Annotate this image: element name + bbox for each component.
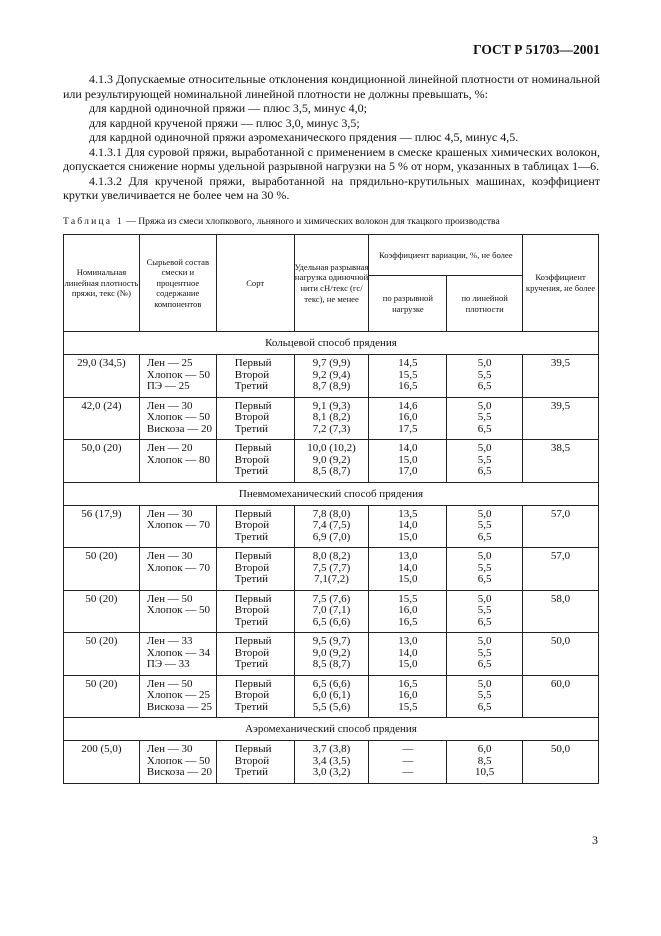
cell-var-load-line: 16,5 — [398, 615, 418, 628]
cell-var-density — [447, 397, 523, 440]
cell-composition — [139, 633, 216, 676]
cell-load-line: 9,7 (9,9) — [312, 357, 351, 369]
cell-var-load-line: 16,0 — [398, 411, 418, 423]
cell-var-load-line: 17,5 — [398, 422, 418, 435]
cell-composition-line: Лен — 30 — [146, 550, 193, 562]
cell-composition — [139, 675, 216, 718]
cell-twist-value: 60,0 — [550, 677, 571, 690]
cell-composition-line: Хлопок — 50 — [146, 411, 211, 423]
cell-var-density — [447, 548, 523, 591]
body-text — [63, 72, 600, 203]
cell-grade-line: Третий — [234, 380, 268, 392]
table-row — [64, 741, 599, 784]
cell-density-value: 50 (20) — [85, 635, 118, 647]
section-row — [64, 332, 599, 355]
cell-var-density-line: 5,0 — [477, 677, 492, 690]
page-number: 3 — [592, 833, 598, 847]
cell-load-line: 7,4 (7,5) — [312, 519, 351, 531]
cell-load-line: 6,5 (6,6) — [312, 677, 351, 690]
section-row — [64, 718, 599, 741]
table-row — [64, 633, 599, 676]
cell-var-load-line: 14,0 — [398, 442, 418, 454]
cell-load — [294, 675, 369, 718]
cell-twist — [523, 505, 599, 548]
cell-twist — [523, 590, 599, 633]
cell-var-density — [447, 505, 523, 548]
cell-twist — [523, 675, 599, 718]
cell-grade-line: Второй — [234, 754, 270, 767]
cell-twist-value: 38,5 — [550, 442, 571, 454]
cell-grade-line: Третий — [234, 573, 268, 585]
table-caption-text: — Пряжа из смеси хлопкового, льняного и химических волокон для ткацкого производства — [123, 216, 500, 227]
cell-var-density — [447, 633, 523, 676]
cell-composition-line: Хлопок — 80 — [146, 453, 211, 466]
cell-twist — [523, 355, 599, 398]
cell-grade-line: Второй — [234, 646, 270, 659]
cell-var-load — [369, 397, 447, 440]
cell-var-density-line: 5,5 — [477, 368, 492, 381]
cell-composition-line: Вискоза — 20 — [146, 766, 212, 778]
cell-var-density-line: 6,5 — [477, 573, 492, 585]
cell-grade-line: Второй — [234, 411, 270, 423]
cell-var-load-line: — — [402, 766, 414, 778]
cell-load-line: 7,1(7,2) — [314, 573, 349, 585]
cell-grade — [216, 355, 294, 398]
cell-grade — [216, 741, 294, 784]
cell-twist-value: 57,0 — [550, 507, 571, 520]
cell-load-line: 7,0 (7,1) — [312, 604, 351, 616]
cell-grade — [216, 675, 294, 718]
cell-twist-value: 57,0 — [550, 550, 571, 562]
cell-composition-line: ПЭ — 25 — [146, 380, 190, 392]
cell-composition-line: ПЭ — 33 — [146, 658, 190, 670]
header-variation: Коэффициент вариации, %, не более — [369, 235, 523, 276]
cell-var-density-line: 5,5 — [477, 453, 492, 466]
cell-var-load-line: 16,5 — [398, 380, 418, 392]
cell-var-load — [369, 633, 447, 676]
cell-grade — [216, 440, 294, 483]
cell-composition-line: Хлопок — 34 — [146, 646, 211, 659]
cell-grade-line: Первый — [234, 399, 272, 412]
cell-load-line: 7,5 (7,6) — [312, 592, 351, 605]
cell-var-density-line: 6,5 — [477, 530, 492, 543]
cell-var-density — [447, 440, 523, 483]
cell-load-line: 3,4 (3,5) — [312, 754, 351, 767]
cell-var-load-line: 15,0 — [398, 530, 418, 543]
table-row — [64, 590, 599, 633]
cell-var-load-line: 15,0 — [398, 573, 418, 585]
cell-var-density-line: 10,5 — [475, 766, 495, 778]
cell-var-density — [447, 590, 523, 633]
cell-load-line: 10,0 (10,2) — [307, 442, 356, 454]
paragraph-4-1-3: 4.1.3 Допускаемые относительные отклонения кондиционной линейной плотности от номинальной или результирующей номинальной линейной плотности не должны превышать, %: — [63, 72, 600, 101]
cell-grade-line: Первый — [234, 357, 272, 369]
cell-density — [64, 355, 140, 398]
cell-var-load-line: 15,5 — [398, 700, 418, 713]
cell-grade-line: Второй — [234, 561, 270, 574]
cell-grade-line: Второй — [234, 519, 270, 531]
cell-density-value: 50 (20) — [85, 677, 118, 690]
cell-twist — [523, 440, 599, 483]
cell-density-value: 56 (17,9) — [81, 507, 122, 520]
cell-load-line: 9,2 (9,4) — [312, 368, 351, 381]
cell-var-density-line: 5,5 — [477, 411, 492, 423]
table-row — [64, 505, 599, 548]
cell-var-density-line: 5,5 — [477, 604, 492, 616]
header-density: Номинальная линейная плотность пряжи, текс (№) — [64, 235, 140, 332]
section-title: Кольцевой способ прядения — [64, 332, 599, 355]
cell-grade-line: Первый — [234, 635, 272, 647]
table-caption — [63, 216, 608, 227]
cell-grade-line: Первый — [234, 677, 272, 690]
cell-composition-line: Хлопок — 50 — [146, 754, 211, 767]
cell-composition — [139, 741, 216, 784]
table-caption-label: Таблица 1 — [63, 216, 124, 227]
cell-var-load-line: 14,5 — [398, 357, 418, 369]
paragraph-aeromechanical: для кардной одиночной пряжи аэромеханического прядения — плюс 4,5, минус 4,5. — [89, 130, 519, 144]
cell-load — [294, 548, 369, 591]
cell-var-density-line: 5,0 — [477, 592, 492, 605]
cell-composition-line: Лен — 30 — [146, 399, 193, 412]
cell-density — [64, 633, 140, 676]
header-grade: Сорт — [216, 235, 294, 332]
cell-load-line: 9,5 (9,7) — [312, 635, 351, 647]
cell-var-load-line: 14,0 — [398, 519, 418, 531]
cell-var-density-line: 5,5 — [477, 519, 492, 531]
table-body — [64, 332, 599, 784]
cell-var-load — [369, 741, 447, 784]
cell-composition-line: Хлопок — 50 — [146, 604, 211, 616]
yarn-table — [63, 234, 599, 784]
cell-load-line: 3,0 (3,2) — [312, 766, 351, 778]
cell-var-density-line: 6,0 — [477, 743, 492, 755]
cell-twist — [523, 741, 599, 784]
cell-grade — [216, 548, 294, 591]
cell-density — [64, 397, 140, 440]
cell-twist-value: 39,5 — [550, 357, 571, 369]
table-row — [64, 397, 599, 440]
cell-var-density-line: 5,0 — [477, 442, 492, 454]
cell-grade — [216, 505, 294, 548]
cell-var-load — [369, 590, 447, 633]
section-row — [64, 482, 599, 505]
cell-composition — [139, 505, 216, 548]
cell-grade-line: Второй — [234, 453, 270, 466]
header-var-density: по линейной плотности — [447, 276, 523, 332]
cell-load-line: 6,5 (6,6) — [312, 615, 351, 628]
cell-var-density-line: 6,5 — [477, 422, 492, 435]
cell-composition-line: Вискоза — 20 — [146, 422, 212, 435]
cell-grade-line: Первый — [234, 507, 272, 520]
cell-var-density-line: 5,5 — [477, 561, 492, 574]
cell-grade-line: Третий — [234, 766, 268, 778]
cell-var-density-line: 5,0 — [477, 399, 492, 412]
cell-grade-line: Третий — [234, 700, 268, 713]
cell-grade-line: Третий — [234, 465, 268, 477]
cell-load — [294, 590, 369, 633]
cell-twist-value: 50,0 — [550, 635, 571, 647]
cell-var-load-line: — — [402, 754, 414, 767]
cell-var-density-line: 8,5 — [477, 754, 492, 767]
cell-grade — [216, 397, 294, 440]
cell-density-value: 50,0 (20) — [81, 442, 122, 454]
cell-grade-line: Первый — [234, 592, 272, 605]
cell-var-load-line: 15,5 — [398, 368, 418, 381]
cell-load-line: 6,0 (6,1) — [312, 689, 351, 701]
cell-composition-line: Хлопок — 25 — [146, 689, 211, 701]
cell-var-density-line: 6,5 — [477, 700, 492, 713]
cell-load-line: 6,9 (7,0) — [312, 530, 351, 543]
cell-var-load-line: 17,0 — [398, 465, 418, 477]
cell-density — [64, 675, 140, 718]
cell-density — [64, 741, 140, 784]
cell-var-load — [369, 675, 447, 718]
cell-var-load — [369, 440, 447, 483]
cell-var-load-line: 14,0 — [398, 561, 418, 574]
header-var-load: по разрывной нагрузке — [369, 276, 447, 332]
cell-load-line: 7,5 (7,7) — [312, 561, 351, 574]
cell-composition — [139, 440, 216, 483]
cell-composition-line: Хлопок — 50 — [146, 368, 211, 381]
cell-composition-line: Лен — 50 — [146, 677, 193, 690]
cell-load-line: 8,7 (8,9) — [312, 380, 351, 392]
cell-var-load — [369, 548, 447, 591]
paragraph-twisted-carded: для кардной крученой пряжи — плюс 3,0, минус 3,5; — [89, 115, 360, 130]
cell-load — [294, 741, 369, 784]
header-twist: Коэффициент кручения, не более — [523, 235, 599, 332]
cell-composition-line: Лен — 33 — [146, 635, 193, 647]
cell-var-density — [447, 675, 523, 718]
cell-grade-line: Третий — [234, 422, 268, 435]
cell-var-load-line: 15,0 — [398, 658, 418, 670]
cell-load-line: 9,0 (9,2) — [312, 453, 351, 466]
cell-grade-line: Второй — [234, 689, 270, 701]
cell-composition — [139, 397, 216, 440]
table-row — [64, 355, 599, 398]
cell-load-line: 9,0 (9,2) — [312, 646, 351, 659]
cell-density — [64, 590, 140, 633]
cell-grade-line: Первый — [234, 442, 272, 454]
cell-grade-line: Первый — [234, 743, 272, 755]
cell-load-line: 8,5 (8,7) — [312, 465, 351, 477]
cell-composition-line: Лен — 30 — [146, 507, 193, 520]
cell-composition-line: Лен — 30 — [146, 743, 193, 755]
cell-load-line: 8,1 (8,2) — [312, 411, 351, 423]
cell-var-density-line: 5,0 — [477, 357, 492, 369]
cell-load-line: 7,2 (7,3) — [312, 422, 351, 435]
cell-twist-value: 58,0 — [550, 592, 571, 605]
cell-density — [64, 440, 140, 483]
cell-var-load-line: 14,0 — [398, 646, 418, 659]
cell-grade-line: Второй — [234, 368, 270, 381]
cell-load-line: 8,5 (8,7) — [312, 658, 351, 670]
cell-var-load-line: — — [402, 743, 414, 755]
cell-var-load-line: 14,6 — [398, 399, 418, 412]
cell-var-load-line: 16,5 — [398, 677, 418, 690]
cell-twist — [523, 633, 599, 676]
document-id-header: ГОСТ Р 51703—2001 — [473, 42, 600, 57]
table-row — [64, 675, 599, 718]
cell-composition — [139, 548, 216, 591]
cell-var-density — [447, 741, 523, 784]
cell-var-density-line: 5,5 — [477, 689, 492, 701]
cell-composition — [139, 590, 216, 633]
cell-grade — [216, 590, 294, 633]
cell-density-value: 42,0 (24) — [81, 399, 122, 412]
paragraph-4-1-3-1: 4.1.3.1 Для суровой пряжи, выработанной с применением в смеске крашеных химических волокон, допускается снижение нормы удельной разрывной нагрузки на 5 % от норм, указанных в таблицах 1—6. — [63, 144, 600, 173]
cell-var-load-line: 16,0 — [398, 689, 418, 701]
cell-twist-value: 50,0 — [550, 743, 571, 755]
cell-grade — [216, 633, 294, 676]
cell-var-load-line: 13,0 — [398, 635, 418, 647]
cell-load-line: 3,7 (3,8) — [312, 743, 351, 755]
cell-var-density-line: 5,0 — [477, 635, 492, 647]
cell-load — [294, 633, 369, 676]
cell-twist-value: 39,5 — [550, 399, 571, 412]
paragraph-single-carded: для кардной одиночной пряжи — плюс 3,5, минус 4,0; — [89, 101, 368, 115]
header-load: Удельная разрывная нагрузка одиночной нити сН/текс (гс/текс), не менее — [294, 235, 369, 332]
cell-composition-line: Лен — 25 — [146, 357, 193, 369]
cell-var-density-line: 5,5 — [477, 646, 492, 659]
table-row — [64, 440, 599, 483]
cell-composition-line: Лен — 20 — [146, 442, 193, 454]
cell-load-line: 9,1 (9,3) — [312, 399, 351, 412]
cell-composition-line: Хлопок — 70 — [146, 561, 211, 574]
cell-var-load-line: 15,0 — [398, 453, 418, 466]
cell-composition-line: Хлопок — 70 — [146, 519, 211, 531]
cell-var-density-line: 6,5 — [477, 380, 492, 392]
cell-twist — [523, 548, 599, 591]
cell-density-value: 50 (20) — [85, 550, 118, 562]
paragraph-4-1-3-2: 4.1.3.2 Для крученой пряжи, выработанной на прядильно-крутильных машинах, коэффициент крутки увеличивается не более чем на 30 %. — [63, 173, 600, 202]
cell-composition — [139, 355, 216, 398]
cell-var-density-line: 6,5 — [477, 465, 492, 477]
cell-var-load-line: 13,5 — [398, 507, 418, 520]
cell-grade-line: Третий — [234, 530, 268, 543]
cell-load-line: 5,5 (5,6) — [312, 700, 351, 713]
cell-load — [294, 505, 369, 548]
cell-var-load-line: 13,0 — [398, 550, 418, 562]
cell-composition-line: Лен — 50 — [146, 592, 193, 605]
cell-density-value: 50 (20) — [85, 592, 118, 605]
cell-density-value: 200 (5,0) — [81, 743, 122, 755]
cell-grade-line: Третий — [234, 658, 268, 670]
cell-grade-line: Третий — [234, 615, 268, 628]
cell-density — [64, 548, 140, 591]
cell-density — [64, 505, 140, 548]
cell-density-value: 29,0 (34,5) — [77, 357, 126, 369]
cell-var-density — [447, 355, 523, 398]
cell-var-density-line: 6,5 — [477, 658, 492, 670]
cell-composition-line: Вискоза — 25 — [146, 700, 212, 713]
cell-grade-line: Первый — [234, 550, 272, 562]
table-row — [64, 548, 599, 591]
cell-var-density-line: 5,0 — [477, 507, 492, 520]
cell-var-load-line: 15,5 — [398, 592, 418, 605]
cell-load — [294, 397, 369, 440]
cell-load-line: 7,8 (8,0) — [312, 507, 351, 520]
section-title: Пневмомеханический способ прядения — [64, 482, 599, 505]
cell-var-density-line: 6,5 — [477, 615, 492, 628]
header-composition: Сырьевой состав смески и процентное содержание компонентов — [139, 235, 216, 332]
cell-load — [294, 355, 369, 398]
cell-var-load — [369, 505, 447, 548]
cell-twist — [523, 397, 599, 440]
cell-var-load-line: 16,0 — [398, 604, 418, 616]
cell-grade-line: Второй — [234, 604, 270, 616]
cell-load-line: 8,0 (8,2) — [312, 550, 351, 562]
section-title: Аэромеханический способ прядения — [64, 718, 599, 741]
cell-var-load — [369, 355, 447, 398]
cell-load — [294, 440, 369, 483]
cell-var-density-line: 5,0 — [477, 550, 492, 562]
